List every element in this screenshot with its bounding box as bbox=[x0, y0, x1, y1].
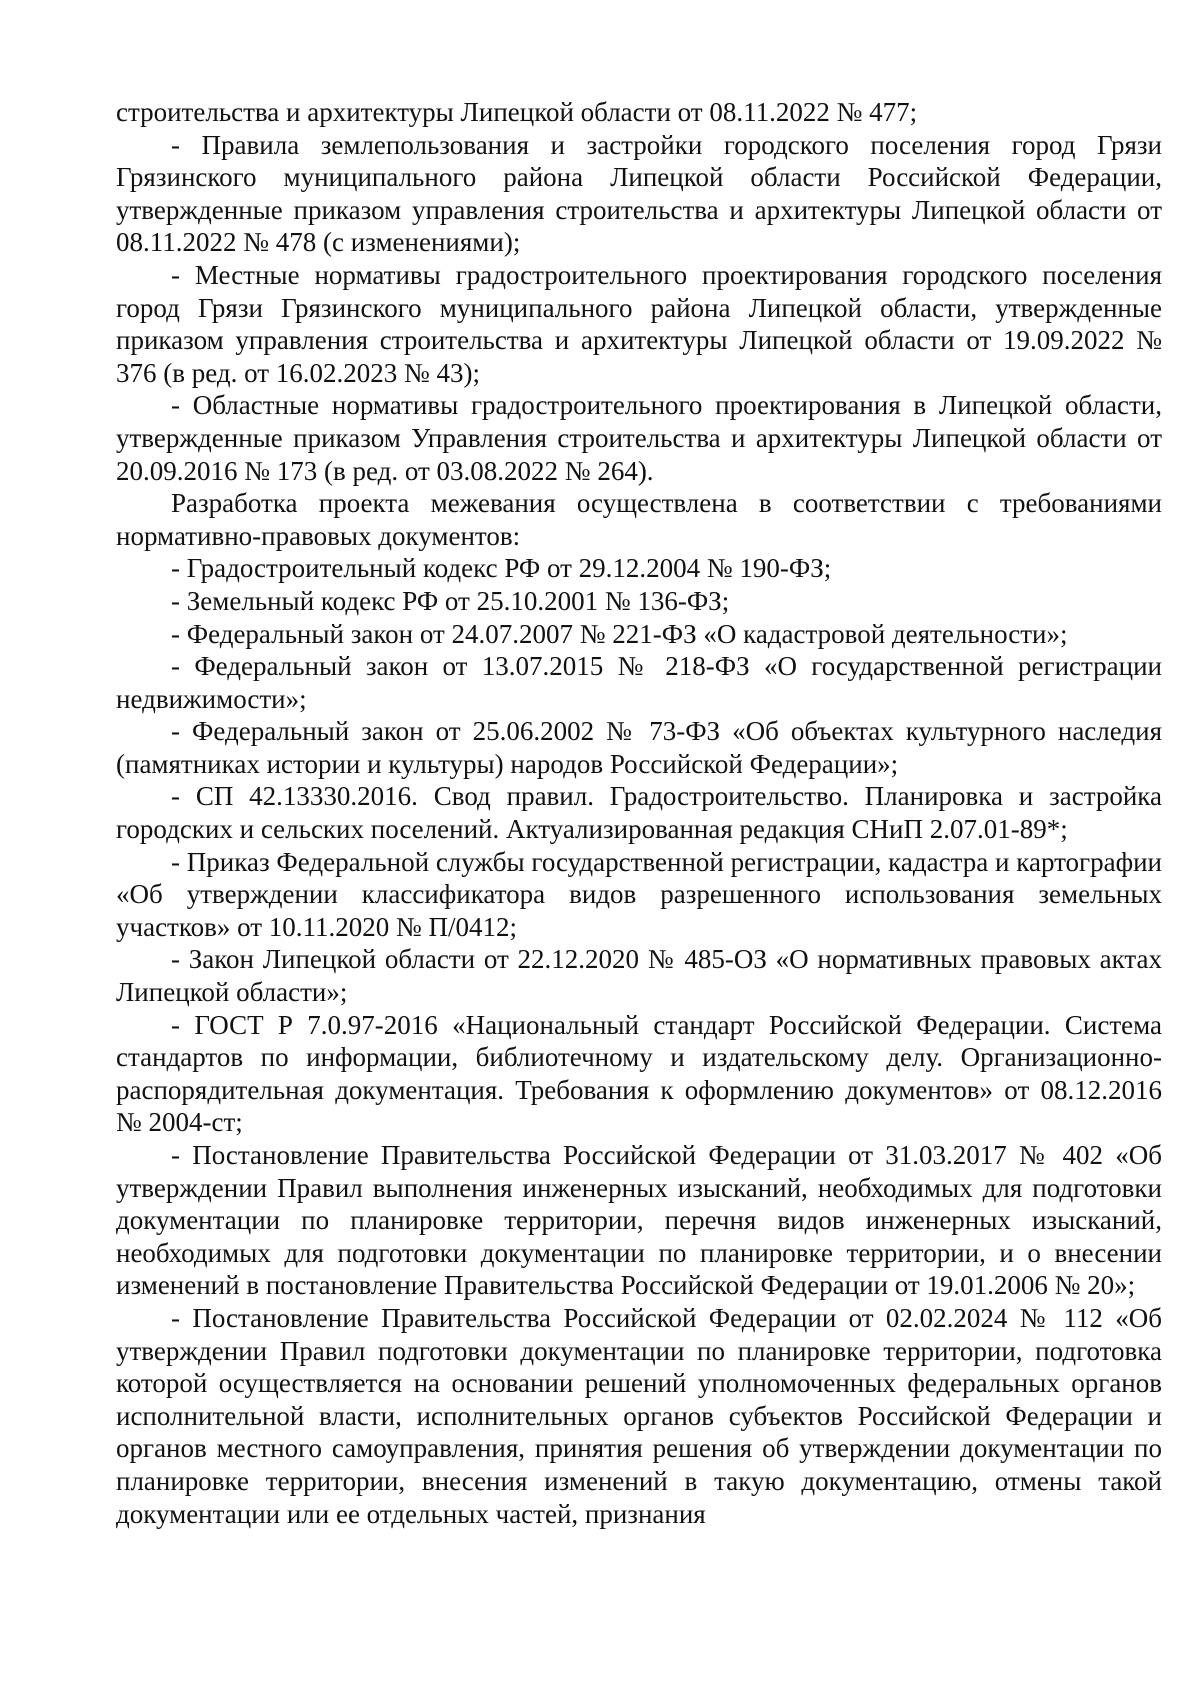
list-item-urban-planning-code: - Градостроительный кодекс РФ от 29.12.2004 № 190-ФЗ; bbox=[171, 553, 832, 584]
paragraph-continuation: строительства и архитектуры Липецкой области от 08.11.2022 № 477; bbox=[116, 97, 918, 127]
list-item-cadastral-law: - Федеральный закон от 24.07.2007 № 221-ФЗ «О кадастровой деятельности»; bbox=[171, 618, 1068, 649]
paragraph-regional-norms: - Областные нормативы градостроительного проектирования в Липецкой области, утвержденные приказом Управления строительства и архитектуры Липецкой области от 20.09.2016 № 173 (в ред. от 03.08.2022 № 264). bbox=[116, 390, 1162, 486]
list-item-resolution-112: - Постановление Правительства Российской Федерации от 02.02.2024 № 112 «Об утверждении Правил подготовки документации по планировке территории, подготовка которой осуществляется на основании решений уполномоченных федеральных органов исполнительной власти, исполнительных органов субъектов Российской Федерации и органов местного самоуправления, принятия решения об утверждении документации по планировке территории, внесения изменений в такую документацию, отмены такой документации или ее отдельных частей, признания bbox=[116, 1302, 1162, 1529]
list-item-gost: - ГОСТ Р 7.0.97-2016 «Национальный стандарт Российской Федерации. Система стандартов по информации, библиотечному и издательскому делу. Организационно-распорядительная документация. Требования к оформлению документов» от 08.12.2016 № 2004-ст; bbox=[116, 1009, 1162, 1138]
list-item-land-code: - Земельный кодекс РФ от 25.10.2001 № 136-ФЗ; bbox=[171, 585, 730, 616]
paragraph-intro-legal-docs: Разработка проекта межевания осуществлена в соответствии с требованиями нормативно-правовых документов: bbox=[116, 488, 1162, 551]
list-item-lipetsk-law: - Закон Липецкой области от 22.12.2020 № 485-ОЗ «О нормативных правовых актах Липецкой области»; bbox=[116, 944, 1162, 1008]
paragraph-land-use-rules: - Правила землепользования и застройки городского поселения город Грязи Грязинского муниципального района Липецкой области Российской Федерации, утвержденные приказом управления строительства и архитектуры Липецкой области от 08.11.2022 № 478 (с изменениями); bbox=[116, 129, 1162, 258]
list-item-cultural-heritage-law: - Федеральный закон от 25.06.2002 № 73-ФЗ «Об объектах культурного наследия (памятниках истории и культуры) народов Российской Федерации»; bbox=[116, 716, 1162, 779]
paragraph-local-norms: - Местные нормативы градостроительного проектирования городского поселения город Грязи Грязинского муниципального района Липецкой области, утвержденные приказом управления строительства и архитектуры Липецкой области от 19.09.2022 № 376 (в ред. от 16.02.2023 № 43); bbox=[116, 259, 1162, 388]
document-body bbox=[116, 96, 1162, 1530]
list-item-sp-42: - СП 42.13330.2016. Свод правил. Градостроительство. Планировка и застройка городских и сельских поселений. Актуализированная редакция СНиП 2.07.01-89*; bbox=[116, 781, 1162, 845]
list-item-resolution-402: - Постановление Правительства Российской Федерации от 31.03.2017 № 402 «Об утверждении Правил выполнения инженерных изысканий, необходимых для подготовки документации по планировке территории, перечня видов инженерных изысканий, необходимых для подготовки документации по планировке территории, и о внесении изменений в постановление Правительства Российской Федерации от 19.01.2006 № 20»; bbox=[116, 1140, 1162, 1301]
list-item-rosreestr-order: - Приказ Федеральной службы государственной регистрации, кадастра и картографии «Об утверждении классификатора видов разрешенного использования земельных участков» от 10.11.2020 № П/0412; bbox=[116, 846, 1162, 942]
list-item-registration-law: - Федеральный закон от 13.07.2015 № 218-ФЗ «О государственной регистрации недвижимости»; bbox=[116, 651, 1162, 714]
